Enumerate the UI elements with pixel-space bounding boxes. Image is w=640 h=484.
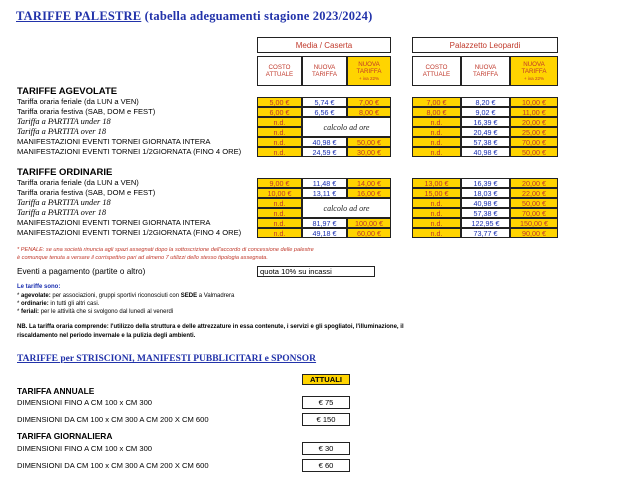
- media-caserta-cell: n.d.: [257, 198, 302, 208]
- header-nuova-label-2: NUOVA TARIFFA: [473, 64, 498, 78]
- palazzetto-leopardi-cell: 40,98 €: [461, 147, 510, 157]
- tariff-row-label: Tariffa oraria festiva (SAB, DOM e FEST): [17, 107, 156, 116]
- nb-line-1: NB. La tariffa oraria comprende: l'utilizzo della struttura e delle attrezzature in essa contenute, i servizi e gli spogliatoi, l'illuminazione, il: [17, 324, 404, 330]
- venue-palazzetto-leopardi: Palazzetto Leopardi: [412, 37, 558, 53]
- media-caserta-cell: 5,00 €: [257, 97, 302, 107]
- item-bold: SEDE: [180, 293, 198, 299]
- item-key: ordinarie:: [21, 301, 49, 307]
- tariffe-sono-item: * feriali: per le attività che si svolgono dal lunedì al venerdì: [17, 309, 174, 315]
- palazzetto-leopardi-cell: 25,00 €: [510, 127, 558, 137]
- item-key: feriali:: [21, 309, 40, 315]
- sponsor-title-text: TARIFFE per STRISCIONI, MANIFESTI PUBBLICITARI e SPONSOR: [17, 354, 317, 364]
- media-caserta-cell: 50,00 €: [347, 137, 391, 147]
- palazzetto-leopardi-cell: 20,00 €: [510, 117, 558, 127]
- palazzetto-leopardi-cell: 70,00 €: [510, 208, 558, 218]
- tariffa-giornaliera-title: TARIFFA GIORNALIERA: [17, 431, 113, 441]
- annuale-row-value: € 75: [302, 396, 350, 409]
- header-nuova-tariffa-iva-2: [510, 56, 558, 86]
- palazzetto-leopardi-cell: n.d.: [412, 137, 461, 147]
- palazzetto-leopardi-cell: n.d.: [412, 208, 461, 218]
- palazzetto-leopardi-cell: n.d.: [412, 228, 461, 238]
- media-caserta-cell: n.d.: [257, 117, 302, 127]
- media-caserta-cell: n.d.: [257, 137, 302, 147]
- palazzetto-leopardi-cell: 122,95 €: [461, 218, 510, 228]
- media-caserta-cell: 7,00 €: [347, 97, 391, 107]
- palazzetto-leopardi-cell: 50,00 €: [510, 198, 558, 208]
- item-text: per le attività che si svolgono dal lunedì al venerdì: [39, 309, 174, 315]
- nb-line-2: riscaldamento nel periodo invernale e la pulizia degli ambienti.: [17, 332, 196, 339]
- annuale-row-value: € 150: [302, 413, 350, 426]
- annuale-row-label: DIMENSIONI FINO A CM 100 x CM 300: [17, 398, 153, 407]
- nb-note: [17, 323, 487, 340]
- header-nuova-tariffa-2: [461, 56, 510, 86]
- title-main: TARIFFE PALESTRE: [16, 9, 142, 23]
- header-costo-attuale-2: [412, 56, 461, 86]
- palazzetto-leopardi-cell: n.d.: [412, 198, 461, 208]
- palazzetto-leopardi-cell: 8,00 €: [412, 107, 461, 117]
- palazzetto-leopardi-cell: 11,00 €: [510, 107, 558, 117]
- palazzetto-leopardi-cell: 20,00 €: [510, 178, 558, 188]
- section-ordinarie: TARIFFE ORDINARIE: [17, 167, 113, 178]
- palazzetto-leopardi-cell: 90,00 €: [510, 228, 558, 238]
- tariff-row-label: Tariffa a PARTITA under 18: [17, 117, 111, 126]
- eventi-value: quota 10% su incassi: [257, 266, 375, 277]
- giornaliera-row-label: DIMENSIONI FINO A CM 100 x CM 300: [17, 444, 153, 453]
- palazzetto-leopardi-cell: 70,00 €: [510, 137, 558, 147]
- media-caserta-cell: 6,00 €: [257, 107, 302, 117]
- palazzetto-leopardi-cell: 18,03 €: [461, 188, 510, 198]
- item-tail: a Valmadrera: [197, 293, 235, 299]
- palazzetto-leopardi-cell: 40,98 €: [461, 198, 510, 208]
- media-caserta-cell: 16,00 €: [347, 188, 391, 198]
- penale-note: [17, 247, 487, 262]
- palazzetto-leopardi-cell: 16,39 €: [461, 178, 510, 188]
- palazzetto-leopardi-cell: 9,02 €: [461, 107, 510, 117]
- media-caserta-cell: 24,59 €: [302, 147, 347, 157]
- section-agevolate: TARIFFE AGEVOLATE: [17, 86, 118, 97]
- media-caserta-cell: n.d.: [257, 127, 302, 137]
- header-iva-note-2: + iva 22%: [523, 75, 545, 81]
- palazzetto-leopardi-cell: 57,38 €: [461, 137, 510, 147]
- palazzetto-leopardi-cell: n.d.: [412, 127, 461, 137]
- header-nuova-tariffa-iva: [347, 56, 391, 86]
- penale-line-1: * PENALE: se una società rinuncia agli spazi assegnati dopo la sottoscrizione dell'accordo di concessione delle palestre: [17, 247, 314, 253]
- palazzetto-leopardi-cell: n.d.: [412, 117, 461, 127]
- tariffe-sono-item: * agevolate: per associazioni, gruppi sportivi riconosciuti con SEDE a Valmadrera: [17, 293, 235, 299]
- palazzetto-leopardi-cell: 150,00 €: [510, 218, 558, 228]
- palazzetto-leopardi-cell: 13,00 €: [412, 178, 461, 188]
- media-caserta-cell: 5,74 €: [302, 97, 347, 107]
- tariff-row-label: Tariffa oraria feriale (da LUN a VEN): [17, 178, 139, 187]
- tariff-row-label: MANIFESTAZIONI EVENTI TORNEI 1/2GIORNATA (FINO 4 ORE): [17, 228, 242, 237]
- media-caserta-cell: 6,56 €: [302, 107, 347, 117]
- giornaliera-row-value: € 30: [302, 442, 350, 455]
- palazzetto-leopardi-cell: 7,00 €: [412, 97, 461, 107]
- tariffe-sono-item: * ordinarie: in tutti gli altri casi.: [17, 301, 100, 307]
- media-caserta-cell: n.d.: [257, 218, 302, 228]
- annuale-row-label: DIMENSIONI DA CM 100 x CM 300 A CM 200 X CM 600: [17, 415, 209, 424]
- header-nuova-label: NUOVA TARIFFA: [312, 64, 337, 78]
- palazzetto-leopardi-cell: 20,49 €: [461, 127, 510, 137]
- palazzetto-leopardi-cell: 16,39 €: [461, 117, 510, 127]
- media-caserta-cell: 9,00 €: [257, 178, 302, 188]
- header-costo-attuale: [257, 56, 302, 86]
- page-title: [16, 9, 372, 24]
- tariffe-sono-title: Le tariffe sono:: [17, 284, 61, 290]
- item-text: in tutti gli altri casi.: [48, 301, 100, 307]
- palazzetto-leopardi-cell: 73,77 €: [461, 228, 510, 238]
- palazzetto-leopardi-cell: n.d.: [412, 218, 461, 228]
- media-caserta-cell: 11,48 €: [302, 178, 347, 188]
- palazzetto-leopardi-cell: 15,00 €: [412, 188, 461, 198]
- media-caserta-cell: n.d.: [257, 208, 302, 218]
- header-nuova-iva-label-2: NUOVA TARIFFA: [521, 60, 547, 75]
- calcolo-ad-ore-cell: calcolo ad ore: [302, 117, 391, 137]
- media-caserta-cell: 100,00 €: [347, 218, 391, 228]
- media-caserta-cell: 30,00 €: [347, 147, 391, 157]
- header-nuova-iva-label: NUOVA TARIFFA: [356, 60, 382, 75]
- giornaliera-row-value: € 60: [302, 459, 350, 472]
- sponsor-title: [17, 354, 316, 364]
- title-sub: (tabella adeguamenti stagione 2023/2024): [144, 9, 373, 23]
- media-caserta-cell: 8,00 €: [347, 107, 391, 117]
- tariff-row-label: Tariffa a PARTITA under 18: [17, 198, 111, 207]
- header-iva-note: + iva 22%: [358, 75, 380, 81]
- tariff-row-label: MANIFESTAZIONI EVENTI TORNEI GIORNATA INTERA: [17, 218, 211, 227]
- header-costo-label-2: COSTO ATTUALE: [422, 64, 451, 78]
- penale-line-2: è comunque tenuta a versare il corrispettivo pari ad almeno 7 utilizzi dello stesso tipologia assegnata.: [17, 254, 268, 261]
- media-caserta-cell: 10,00 €: [257, 188, 302, 198]
- palazzetto-leopardi-cell: 8,20 €: [461, 97, 510, 107]
- attuali-header: ATTUALI: [302, 374, 350, 385]
- media-caserta-cell: 60,00 €: [347, 228, 391, 238]
- item-key: agevolate:: [21, 293, 51, 299]
- tariff-row-label: Tariffa a PARTITA over 18: [17, 127, 107, 136]
- giornaliera-row-label: DIMENSIONI DA CM 100 x CM 300 A CM 200 X CM 600: [17, 461, 209, 470]
- tariffa-annuale-title: TARIFFA ANNUALE: [17, 386, 95, 396]
- media-caserta-cell: 40,98 €: [302, 137, 347, 147]
- tariff-row-label: MANIFESTAZIONI EVENTI TORNEI 1/2GIORNATA (FINO 4 ORE): [17, 147, 242, 156]
- media-caserta-cell: 13,11 €: [302, 188, 347, 198]
- palazzetto-leopardi-cell: 10,00 €: [510, 97, 558, 107]
- venue-media-caserta: Media / Caserta: [257, 37, 391, 53]
- palazzetto-leopardi-cell: 57,38 €: [461, 208, 510, 218]
- eventi-label: Eventi a pagamento (partite o altro): [17, 267, 146, 276]
- item-text: per associazioni, gruppi sportivi riconosciuti con: [50, 293, 181, 299]
- media-caserta-cell: 81,97 €: [302, 218, 347, 228]
- tariff-row-label: Tariffa oraria feriale (da LUN a VEN): [17, 97, 139, 106]
- tariff-row-label: Tariffa oraria festiva (SAB, DOM e FEST): [17, 188, 156, 197]
- media-caserta-cell: 49,18 €: [302, 228, 347, 238]
- header-costo-label: COSTO ATTUALE: [265, 64, 294, 78]
- palazzetto-leopardi-cell: 50,00 €: [510, 147, 558, 157]
- palazzetto-leopardi-cell: n.d.: [412, 147, 461, 157]
- media-caserta-cell: n.d.: [257, 147, 302, 157]
- tariff-row-label: Tariffa a PARTITA over 18: [17, 208, 107, 217]
- header-nuova-tariffa: [302, 56, 347, 86]
- palazzetto-leopardi-cell: 22,00 €: [510, 188, 558, 198]
- calcolo-ad-ore-cell: calcolo ad ore: [302, 198, 391, 218]
- media-caserta-cell: 14,00 €: [347, 178, 391, 188]
- tariff-row-label: MANIFESTAZIONI EVENTI TORNEI GIORNATA INTERA: [17, 137, 211, 146]
- media-caserta-cell: n.d.: [257, 228, 302, 238]
